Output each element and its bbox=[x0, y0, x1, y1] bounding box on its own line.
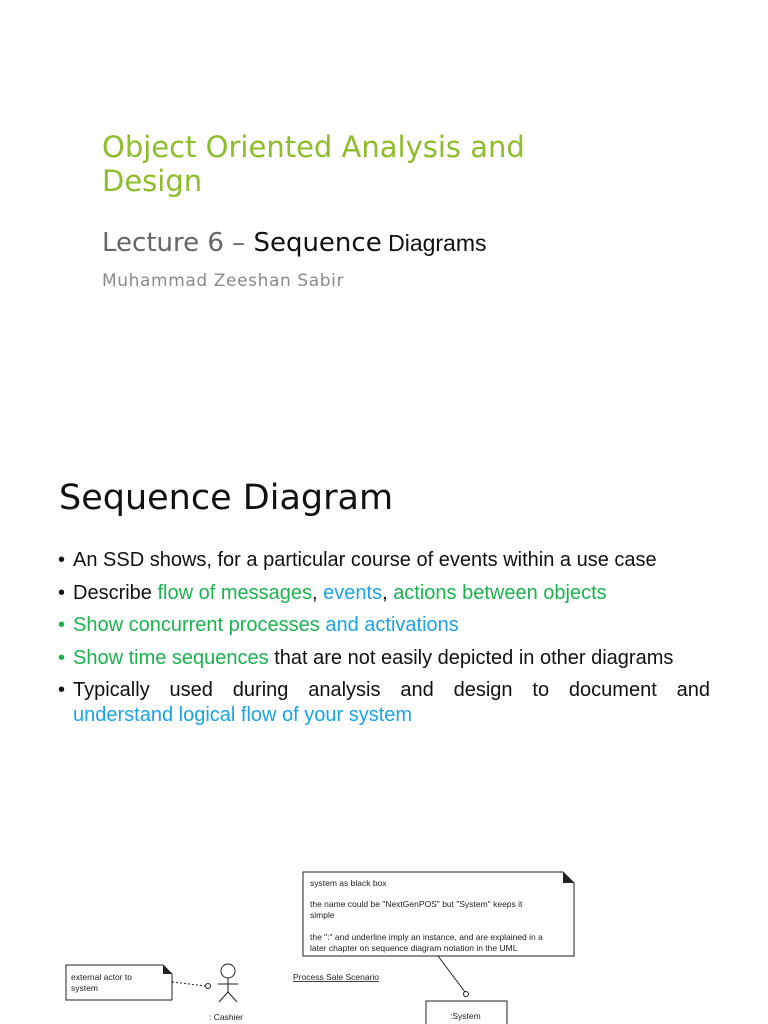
black-box-note bbox=[303, 872, 574, 956]
highlight-actions: actions between objects bbox=[393, 581, 607, 604]
highlight-time-sequences: Show time sequences bbox=[73, 646, 269, 669]
bullet-item bbox=[58, 548, 710, 573]
presentation-title bbox=[102, 130, 622, 198]
title-slide bbox=[0, 0, 768, 432]
note-line: external actor to bbox=[71, 972, 132, 982]
note-connector bbox=[172, 982, 206, 986]
note-connector bbox=[438, 956, 465, 992]
bullet-dot-icon: • bbox=[58, 581, 66, 604]
subtitle-sequence: Sequence bbox=[253, 228, 382, 258]
author-name: Muhammad Zeeshan Sabir bbox=[102, 271, 345, 291]
bullet-text: Typically used during analysis and design to document and bbox=[73, 679, 710, 701]
title-line-1: Object Oriented Analysis and bbox=[102, 130, 525, 164]
bullet-dot-icon: • bbox=[58, 646, 66, 669]
note-line: system as black box bbox=[310, 878, 387, 888]
bullet-text: Describe bbox=[73, 581, 158, 604]
external-actor-note bbox=[66, 965, 172, 1000]
note-line: simple bbox=[310, 910, 335, 920]
lecture-subtitle bbox=[102, 226, 487, 260]
subtitle-lecture: Lecture 6 – bbox=[102, 228, 254, 258]
bullet-text: An SSD shows, for a particular course of events within a use case bbox=[73, 549, 657, 571]
highlight-events: events bbox=[323, 581, 383, 604]
system-sequence-diagram bbox=[0, 820, 768, 1024]
subtitle-diagrams: Diagrams bbox=[381, 230, 487, 256]
bullet-list bbox=[58, 548, 710, 735]
highlight-concurrent: Show concurrent processes bbox=[73, 614, 320, 636]
connector-end-icon bbox=[464, 992, 469, 997]
separator: , bbox=[312, 581, 324, 604]
bullet-item bbox=[58, 613, 710, 638]
title-line-2: Design bbox=[102, 164, 203, 198]
note-line: the name could be "NextGenPOS" but "System" keeps it bbox=[310, 899, 523, 909]
note-line: later chapter on sequence diagram notation in the UML bbox=[310, 943, 518, 953]
bullet-item bbox=[58, 678, 710, 727]
scenario-label: Process Sale Scenario bbox=[293, 972, 379, 982]
bullet-dot-icon: • bbox=[58, 614, 66, 636]
bullet-item bbox=[58, 646, 710, 671]
highlight-flow-of-messages: flow of messages bbox=[157, 581, 312, 604]
bullet-dot-icon: • bbox=[58, 549, 66, 571]
bullet-text: that are not easily depicted in other diagrams bbox=[268, 646, 674, 669]
connector-end-icon bbox=[206, 984, 211, 989]
highlight-logical-flow: understand logical flow of your system bbox=[73, 703, 413, 726]
separator: , bbox=[382, 581, 394, 604]
note-line: system bbox=[71, 983, 98, 993]
note-fold-icon bbox=[563, 872, 574, 883]
note-line: the ":" and underline imply an instance, and are explained in a bbox=[310, 932, 543, 942]
bullet-dot-icon: • bbox=[58, 679, 66, 701]
system-label: :System bbox=[450, 1011, 481, 1021]
bullet-item bbox=[58, 581, 710, 606]
cashier-actor-icon bbox=[218, 964, 238, 1002]
slide-heading: Sequence Diagram bbox=[59, 478, 394, 518]
highlight-activations: and activations bbox=[319, 614, 459, 636]
actor-label: : Cashier bbox=[209, 1012, 244, 1022]
